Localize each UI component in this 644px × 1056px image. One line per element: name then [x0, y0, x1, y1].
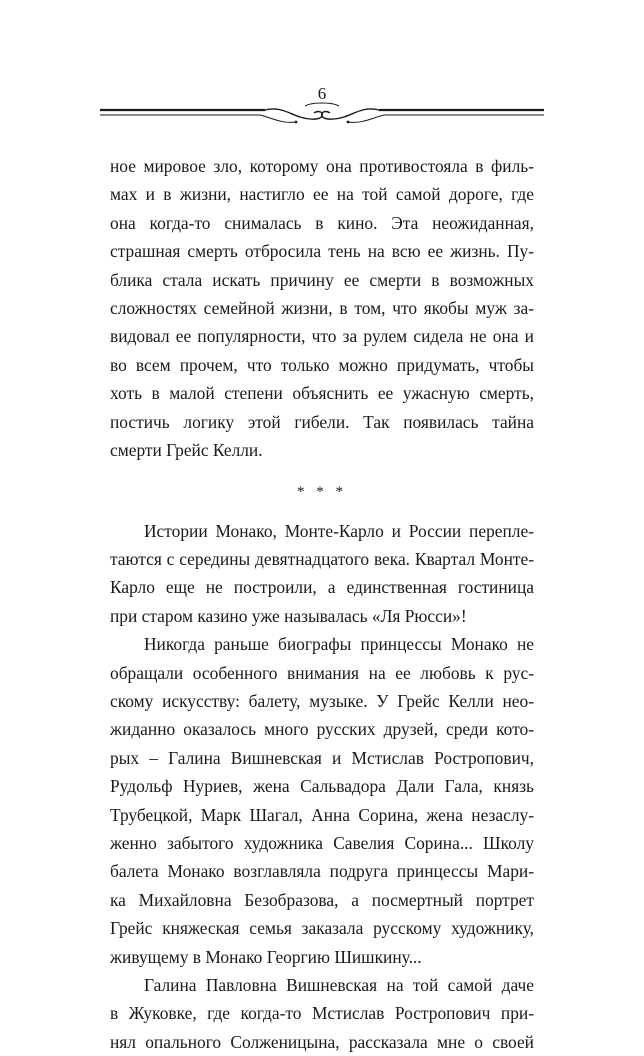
- paragraph: [110, 630, 534, 971]
- text-line: обращали особенного внимания на ее любовь к рус-: [110, 662, 534, 683]
- text-line: она когда-то снималась в кино. Эта неожиданная,: [110, 212, 534, 233]
- text-line: мах и в жизни, настигло ее на той самой дороге, где: [110, 184, 534, 205]
- text-line: Истории Монако, Монте-Карло и России перепле-: [144, 520, 534, 541]
- text-line: скому искусству: балету, музыке. У Грейс Келли нео-: [110, 691, 534, 712]
- text-line: сложностях семейной жизни, в том, что якобы муж за-: [110, 297, 534, 318]
- text-line: женно забытого художника Савелия Сорина... Школу: [110, 832, 534, 853]
- text-line: Галина Павловна Вишневская на той самой даче: [144, 974, 534, 995]
- text-line: Никогда раньше биографы принцессы Монако не: [144, 634, 534, 655]
- text-line: постичь логику этой гибели. Так появилась тайна: [110, 411, 534, 432]
- text-line: Карло еще не построили, а единственная гостиница: [110, 577, 534, 598]
- section-separator: * * *: [297, 484, 347, 501]
- page-number: 6: [317, 84, 327, 103]
- text-line: Трубецкой, Марк Шагал, Анна Сорина, жена незаслу-: [110, 804, 534, 825]
- text-line: блика стала искать причину ее смерти в возможных: [110, 269, 534, 290]
- text-line: Грейс княжеская семья заказала русскому художнику,: [110, 918, 534, 939]
- text-line: нял опального Солженицына, рассказала мне о своей: [110, 1031, 534, 1052]
- page-header: [100, 84, 544, 134]
- text-line: во всем прочем, что только можно придумать, чтобы: [110, 354, 534, 375]
- paragraph: [110, 517, 534, 631]
- text-line: Рудольф Нуриев, жена Сальвадора Дали Гала, князь: [110, 776, 534, 797]
- paragraph: [110, 971, 534, 1056]
- text-line: смерти Грейс Келли.: [110, 439, 263, 460]
- text-line: ка Михайловна Безобразова, а посмертный портрет: [110, 889, 534, 910]
- text-line: хоть в малой степени объяснить ее ужасную смерть,: [110, 383, 534, 404]
- text-line: жиданно оказалось много русских друзей, среди кото-: [110, 719, 534, 740]
- text-line: страшная смерть отбросила тень на всю ее жизнь. Пу-: [110, 241, 534, 262]
- text-line: балета Монако возглавляла подруга принцессы Мари-: [110, 861, 534, 882]
- text-line: таются с середины девятнадцатого века. Квартал Монте-: [110, 549, 534, 570]
- text-line: при старом казино уже называлась «Ля Рюсси»!: [110, 605, 467, 626]
- paragraph: [110, 152, 534, 464]
- text-line: видовал ее популярности, что за рулем сидела не она и: [110, 326, 534, 347]
- text-line: в Жуковке, где когда-то Мстислав Ростропович при-: [110, 1003, 534, 1024]
- body-text: [110, 152, 534, 1056]
- text-line: живущему в Монако Георгию Шишкину...: [110, 946, 422, 967]
- text-line: ное мировое зло, которому она противостояла в филь-: [110, 156, 534, 176]
- text-line: рых – Галина Вишневская и Мстислав Ростропович,: [110, 747, 534, 768]
